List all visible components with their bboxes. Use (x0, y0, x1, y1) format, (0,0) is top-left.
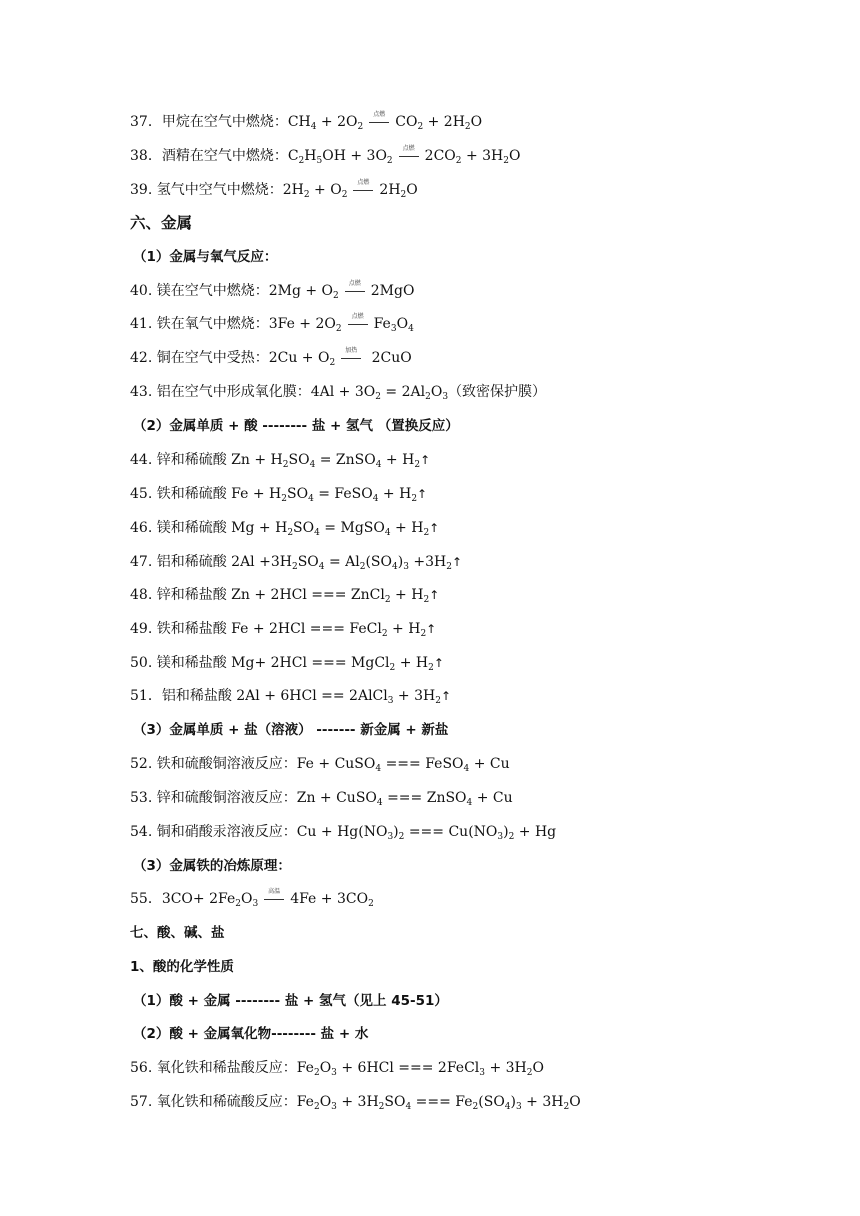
text-segment: 六、金属 (130, 214, 193, 232)
subscript: 2 (381, 629, 388, 639)
subscript: 2 (400, 190, 407, 200)
reaction-condition (261, 888, 287, 906)
text-segment: （2）金属单质 + 酸 -------- 盐 + 氢气 （置换反应） (133, 418, 459, 434)
text-segment: === ZnSO (382, 790, 467, 806)
text-segment: = Al (324, 554, 360, 570)
subsection-heading (133, 247, 277, 267)
text-segment: （1）酸 + 金属 -------- 盐 + 氢气（见上 45-51） (133, 993, 448, 1009)
condition-label: 点燃 (351, 313, 364, 320)
subscript: 3 (387, 696, 394, 706)
subscript: 4 (408, 324, 414, 334)
reaction-line (345, 291, 365, 292)
text-segment: 46. 镁和稀硫酸 Mg + H (130, 520, 288, 536)
text-segment: 50. 镁和稀盐酸 Mg+ 2HCl === MgCl (130, 655, 390, 671)
subscript: 2 (435, 696, 441, 706)
equation-line (130, 314, 414, 334)
text-segment: 42. 铜在空气中受热：2Cu + O (130, 350, 330, 366)
text-segment: + 2O (316, 114, 358, 130)
subscript: 3 (403, 562, 409, 572)
subscript: 2 (423, 528, 430, 538)
gas-arrow-icon: ↑ (429, 588, 440, 602)
subscript: 2 (378, 1102, 385, 1112)
text-segment: (SO (478, 1094, 505, 1110)
equation-line (130, 889, 374, 909)
equation-line (130, 450, 430, 470)
subscript: 2 (417, 122, 424, 132)
subscript: 2 (428, 663, 434, 673)
text-segment: + H (381, 452, 415, 468)
text-segment: 2H (379, 182, 401, 198)
text-segment: 1、酸的化学性质 (130, 959, 234, 975)
text-segment: ) (510, 1094, 516, 1110)
text-segment: H (304, 148, 317, 164)
subscript: 2 (411, 494, 418, 504)
gas-arrow-icon: ↑ (417, 487, 428, 501)
text-segment: 52. 铁和硫酸铜溶液反应：Fe + CuSO (130, 756, 376, 772)
subscript: 4 (392, 562, 398, 572)
reaction-condition (338, 347, 364, 365)
subsection-heading (133, 856, 291, 876)
text-segment: = ZnSO (315, 452, 376, 468)
text-segment: OH + 3O (322, 148, 387, 164)
subscript: 2 (281, 494, 287, 504)
text-segment: 七、酸、碱、盐 (130, 925, 225, 941)
text-segment: O (532, 1060, 544, 1076)
subscript: 3 (390, 324, 397, 334)
text-segment: + H (395, 655, 429, 671)
text-segment: 39. 氢气中空气中燃烧：2H (130, 182, 304, 198)
subscript: 4 (463, 764, 470, 774)
text-segment: O (430, 384, 443, 400)
equation-line (130, 653, 444, 673)
text-segment: SO (297, 554, 319, 570)
subscript: 2 (455, 156, 462, 166)
subscript: 2 (303, 190, 310, 200)
subsection-heading (130, 923, 225, 943)
gas-arrow-icon: ↑ (440, 689, 452, 703)
text-segment: CO (395, 114, 418, 130)
condition-label: 加热 (345, 347, 358, 354)
text-segment: + O (309, 182, 342, 198)
text-segment: 4Fe + 3CO (290, 891, 369, 907)
subscript: 2 (368, 899, 374, 909)
text-segment: 55．3CO+ 2Fe (130, 891, 236, 907)
gas-arrow-icon: ↑ (429, 521, 440, 535)
equation-line (130, 518, 439, 538)
text-segment: + H (390, 587, 424, 603)
reaction-condition (342, 280, 368, 298)
subscript: 2 (359, 562, 366, 572)
reaction-condition (350, 179, 376, 197)
subsection-heading (133, 416, 459, 436)
gas-arrow-icon: ↑ (451, 555, 463, 569)
text-segment: （2）酸 + 金属氧化物-------- 盐 + 水 (133, 1026, 369, 1042)
subscript: 2 (235, 899, 241, 909)
text-segment: 48. 锌和稀盐酸 Zn + 2HCl === ZnCl (130, 587, 385, 603)
section-heading (130, 213, 192, 233)
subscript: 2 (287, 528, 294, 538)
subscript: 2 (335, 324, 342, 334)
text-segment: 57. 氧化铁和稀硫酸反应：Fe (130, 1094, 314, 1110)
subscript: 2 (446, 562, 452, 572)
subscript: 2 (384, 595, 391, 605)
equation-line (130, 788, 513, 808)
text-segment: 2CO (424, 148, 456, 164)
subscript: 4 (318, 562, 325, 572)
subsection-heading (133, 720, 448, 740)
subscript: 4 (466, 798, 473, 808)
subscript: 3 (497, 832, 504, 842)
text-segment: Fe (373, 316, 391, 332)
equation-line (130, 382, 546, 402)
subscript: 4 (504, 1102, 511, 1112)
equation-line (130, 348, 412, 368)
subscript: 4 (314, 528, 320, 538)
text-segment: SO (293, 520, 315, 536)
text-segment: O (470, 114, 483, 130)
text-segment: （1）金属与氧气反应： (133, 249, 278, 265)
reaction-line (264, 899, 284, 900)
condition-label: 高温 (268, 888, 281, 895)
subscript: 2 (375, 392, 381, 402)
subscript: 3 (479, 1068, 485, 1078)
subscript: 4 (376, 798, 383, 808)
subscript: 2 (291, 562, 298, 572)
text-segment: = MgSO (319, 520, 385, 536)
subscript: 3 (516, 1102, 522, 1112)
equation-line (130, 1058, 544, 1078)
text-segment: 49. 铁和稀盐酸 Fe + 2HCl === FeCl (130, 621, 382, 637)
text-segment: === Cu(NO (404, 824, 498, 840)
subscript: 2 (508, 832, 515, 842)
subscript: 2 (329, 358, 336, 368)
text-segment: === FeSO (381, 756, 464, 772)
reaction-condition (396, 145, 422, 163)
text-segment: O (240, 891, 253, 907)
text-segment: 43. 铝在空气中形成氧化膜：4Al + 3O (130, 384, 376, 400)
equation-line (130, 1092, 581, 1112)
text-segment: 2MgO (370, 283, 415, 299)
subscript: 2 (563, 1102, 570, 1112)
text-segment: 44. 锌和稀硫酸 Zn + H (130, 452, 283, 468)
gas-arrow-icon: ↑ (426, 622, 437, 636)
subscript: 4 (405, 1102, 412, 1112)
subscript: 4 (372, 494, 379, 504)
equation-line (130, 180, 418, 200)
subsection-heading (133, 1024, 368, 1044)
text-segment: 54. 铜和硝酸汞溶液反应：Cu + Hg(NO (130, 824, 388, 840)
text-segment: + 2H (423, 114, 465, 130)
subscript: 3 (387, 832, 394, 842)
equation-line (130, 686, 451, 706)
text-segment: + H (378, 486, 412, 502)
text-segment: + 3H (393, 688, 436, 704)
subscript: 2 (526, 1068, 533, 1078)
text-segment: + 3H (485, 1060, 527, 1076)
text-segment: + 3H (521, 1094, 564, 1110)
equation-line (130, 754, 510, 774)
subscript: 2 (398, 832, 405, 842)
reaction-line (353, 190, 373, 191)
subscript: 4 (375, 764, 382, 774)
subsection-heading (133, 991, 448, 1011)
text-segment: 2CuO (367, 350, 412, 366)
equation-line (130, 619, 436, 639)
text-segment: + Cu (472, 790, 513, 806)
reaction-line (348, 324, 368, 325)
text-segment: ) (397, 554, 404, 570)
reaction-line (369, 122, 389, 123)
subscript: 2 (503, 156, 509, 166)
text-segment: + 6HCl === 2FeCl (336, 1060, 480, 1076)
gas-arrow-icon: ↑ (420, 453, 431, 467)
text-segment: （3）金属铁的冶炼原理： (133, 858, 291, 874)
equation-line (130, 281, 414, 301)
text-segment: SO (288, 452, 310, 468)
condition-label: 点燃 (373, 111, 386, 118)
text-segment: （3）金属单质 + 盐（溶液） ------- 新金属 + 新盐 (133, 722, 449, 738)
text-segment: + 3H (461, 148, 504, 164)
text-segment: 56. 氧化铁和稀盐酸反应：Fe (130, 1060, 314, 1076)
reaction-line (399, 156, 419, 157)
subscript: 5 (316, 156, 323, 166)
text-segment: (SO (365, 554, 392, 570)
text-segment: + H (390, 520, 424, 536)
text-segment: 41. 铁在氧气中燃烧：3Fe + 2O (130, 316, 336, 332)
text-segment: + H (387, 621, 421, 637)
subscript: 4 (309, 460, 316, 470)
condition-label: 点燃 (357, 179, 370, 186)
text-segment: = 2Al (380, 384, 426, 400)
subsection-heading (130, 957, 234, 977)
condition-label: 点燃 (348, 280, 361, 287)
subscript: 2 (313, 1102, 320, 1112)
reaction-condition (366, 111, 392, 129)
equation-line (130, 484, 427, 504)
subscript: 3 (331, 1068, 337, 1078)
subscript: 2 (420, 629, 427, 639)
text-segment: 38．酒精在空气中燃烧：C (130, 148, 299, 164)
subscript: 2 (282, 460, 289, 470)
text-segment: ) (393, 824, 399, 840)
condition-label: 点燃 (402, 145, 415, 152)
subscript: 2 (341, 190, 348, 200)
text-segment: 45. 铁和稀硫酸 Fe + H (130, 486, 282, 502)
gas-arrow-icon: ↑ (433, 656, 444, 670)
subscript: 2 (423, 595, 430, 605)
subscript: 2 (313, 1068, 320, 1078)
subscript: 2 (472, 1102, 479, 1112)
subscript: 4 (310, 122, 317, 132)
text-segment: 37．甲烷在空气中燃烧：CH (130, 114, 311, 130)
subscript: 2 (357, 122, 364, 132)
text-segment: O (406, 182, 418, 198)
text-segment: = FeSO (313, 486, 373, 502)
text-segment: ) (503, 824, 509, 840)
subscript: 3 (442, 392, 449, 402)
text-segment: +3H (408, 554, 447, 570)
equation-line (130, 822, 556, 842)
subscript: 2 (425, 392, 431, 402)
text-segment: O (319, 1094, 332, 1110)
text-segment: SO (286, 486, 309, 502)
text-segment: 40. 镁在空气中燃烧：2Mg + O (130, 283, 334, 299)
subscript: 3 (252, 899, 259, 909)
subscript: 2 (389, 663, 396, 673)
subscript: 2 (464, 122, 471, 132)
text-segment: O (396, 316, 409, 332)
reaction-condition (345, 313, 371, 331)
text-segment: 51．铝和稀盐酸 2Al + 6HCl == 2AlCl (130, 688, 388, 704)
subscript: 4 (375, 460, 382, 470)
subscript: 2 (414, 460, 421, 470)
subscript: 2 (386, 156, 393, 166)
equation-line (130, 552, 462, 572)
text-segment: （致密保护膜） (448, 384, 547, 400)
text-segment: O (508, 148, 521, 164)
text-segment: + 3H (336, 1094, 379, 1110)
subscript: 2 (333, 291, 339, 301)
text-segment: === Fe (411, 1094, 473, 1110)
subscript: 4 (384, 528, 391, 538)
equation-line (130, 585, 439, 605)
text-segment: O (319, 1060, 332, 1076)
equation-line (130, 112, 482, 132)
subscript: 4 (308, 494, 314, 504)
text-segment: + Hg (514, 824, 557, 840)
subscript: 3 (331, 1102, 337, 1112)
text-segment: 53. 锌和硫酸铜溶液反应：Zn + CuSO (130, 790, 377, 806)
subscript: 2 (298, 156, 305, 166)
text-segment: + Cu (469, 756, 510, 772)
reaction-line (341, 358, 361, 359)
text-segment: SO (384, 1094, 406, 1110)
text-segment: O (569, 1094, 581, 1110)
text-segment: 47. 铝和稀硫酸 2Al +3H (130, 554, 292, 570)
equation-line (130, 146, 520, 166)
